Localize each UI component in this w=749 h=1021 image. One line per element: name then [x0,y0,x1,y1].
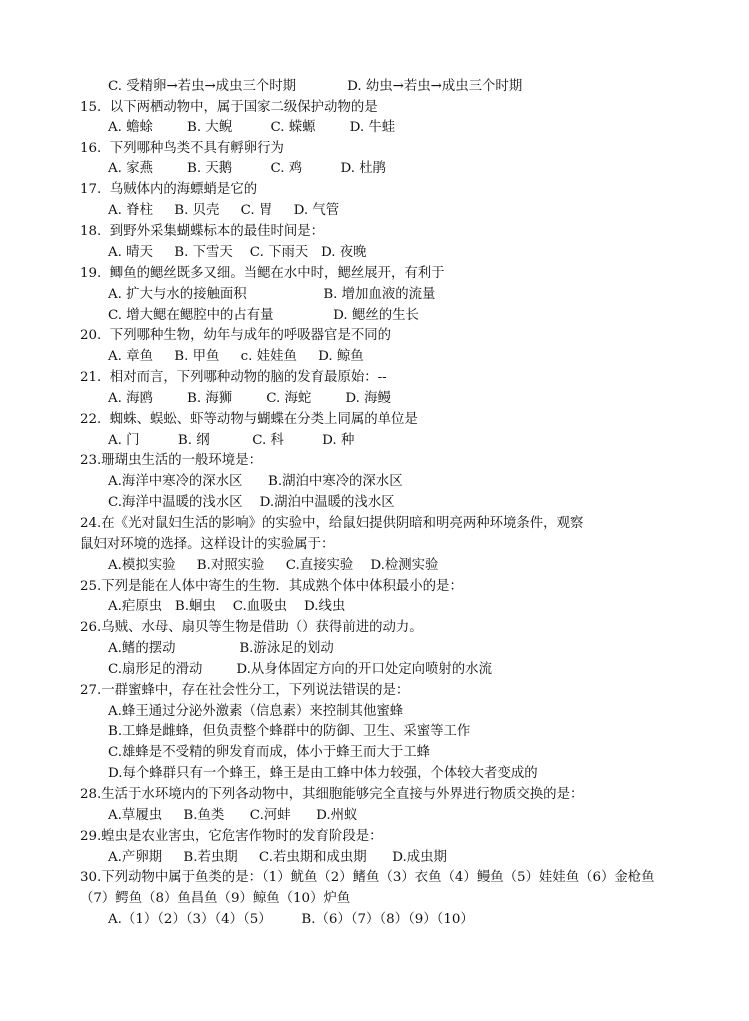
answer-options-line: C.雄蜂是不受精的卵发育而成，体小于蜂王而大于工蜂 [108,745,431,760]
answer-options-line: A. 家燕 B. 天鹅 C. 鸡 D. 杜鹃 [108,161,386,176]
answer-options-line: B.工蜂是雌蜂，但负责整个蜂群中的防御、卫生、采蜜等工作 [108,724,471,739]
question-text-line: 18. 到野外采集蝴蝶标本的最佳时间是： [80,224,325,239]
answer-options-line: C. 增大鳃在鳃腔中的占有量 D. 鳃丝的生长 [108,308,419,323]
answer-options-line: A.模拟实验 B.对照实验 C.直接实验 D.检测实验 [108,558,439,573]
answer-options-line: A.疟原虫 B.蛔虫 C.血吸虫 D.线虫 [108,599,346,614]
answer-options-line: A.草履虫 B.鱼类 C.河蚌 D.州蚁 [108,808,358,823]
question-text-line: 26.乌贼、水母、扇贝等生物是借助（）获得前进的动力。 [80,620,423,635]
answer-options-line: A.（1）（2）（3）（4）（5） B.（6）（7）（8）（9）（10） [108,912,474,927]
answer-options-line: C. 受精卵→若虫→成虫三个时期 D. 幼虫→若虫→成虫三个时期 [108,79,523,94]
answer-options-line: A. 章鱼 B. 甲鱼 c. 娃娃鱼 D. 鲸鱼 [108,349,364,364]
answer-options-line: D.每个蜂群只有一个蜂王，蜂王是由工蜂中体力较强，个体较大者变成的 [108,766,538,781]
answer-options-line: A.鳍的摆动 B.游泳足的划动 [108,641,334,656]
answer-options-line: A.蜂王通过分泌外激素（信息素）来控制其他蜜蜂 [108,704,404,719]
question-text-line: 22. 蜘蛛、蜈蚣、虾等动物与蝴蝶在分类上同属的单位是 [80,412,418,427]
question-text-line: 27.一群蜜蜂中，存在社会性分工，下列说法错误的是： [80,683,410,698]
question-text-line: 20. 下列哪种生物，幼年与成年的呼吸器官是不同的 [80,328,392,343]
answer-options-line: A.产卵期 B.若虫期 C.若虫期和成虫期 D.成虫期 [108,850,447,865]
question-text-line: 鼠妇对环境的选择。这样设计的实验属于： [80,537,335,552]
question-text-line: 17. 乌贼体内的海螵蛸是它的 [80,182,258,197]
question-text-line: 29.蝗虫是农业害虫，它危害作物时的发育阶段是： [80,829,383,844]
answer-options-line: A. 扩大与水的接触面积 B. 增加血液的流量 [108,287,436,302]
question-text-line: 24.在《光对鼠妇生活的影响》的实验中，给鼠妇提供阴暗和明亮两种环境条件，观察 [80,516,584,531]
answer-options-line: A. 脊柱 B. 贝壳 C. 胃 D. 气管 [108,203,340,218]
answer-options-line: A. 蟾蜍 B. 大鲵 C. 蝾螈 D. 牛蛙 [108,120,396,135]
question-text-line: 23.珊瑚虫生活的一般环境是： [80,453,262,468]
question-text-line: 16. 下列哪种鸟类不具有孵卵行为 [80,141,284,156]
answer-options-line: A. 门 B. 纲 C. 科 D. 种 [108,433,355,448]
question-text-line: 30.下列动物中属于鱼类的是：（1）鱿鱼（2）鳍鱼（3）衣鱼（4）鳗鱼（5）娃娃鱼（6）金枪鱼 [80,870,655,885]
question-text-line: 15. 以下两栖动物中，属于国家二级保护动物的是 [80,100,378,115]
answer-options-line: A. 海鸥 B. 海狮 C. 海蛇 D. 海鳗 [108,391,391,406]
question-text-line: 25.下列是能在人体中寄生的生物．其成熟个体中体积最小的是： [80,579,463,594]
answer-options-line: A. 晴天 B. 下雪天 C. 下雨天 D. 夜晚 [108,245,367,260]
answer-options-line: C.扇形足的滑动 D.从身体固定方向的开口处定向喷射的水流 [108,662,492,677]
answer-options-line: C.海洋中温暖的浅水区 D.湖泊中温暖的浅水区 [108,495,395,510]
question-text-line: 19. 鲫鱼的鳃丝既多又细。当鳃在水中时，鳃丝展开，有利于 [80,266,445,281]
question-text-line: （7）鳄鱼（8）鱼昌鱼（9）鲸鱼（10）炉鱼 [80,891,351,906]
answer-options-line: A.海洋中寒冷的深水区 B.湖泊中寒冷的深水区 [108,474,403,489]
question-text-line: 28.生活于水环境内的下列各动物中，其细胞能够完全直接与外界进行物质交换的是： [80,787,584,802]
question-text-line: 21. 相对而言，下列哪种动物的脑的发育最原始：-- [80,370,387,385]
